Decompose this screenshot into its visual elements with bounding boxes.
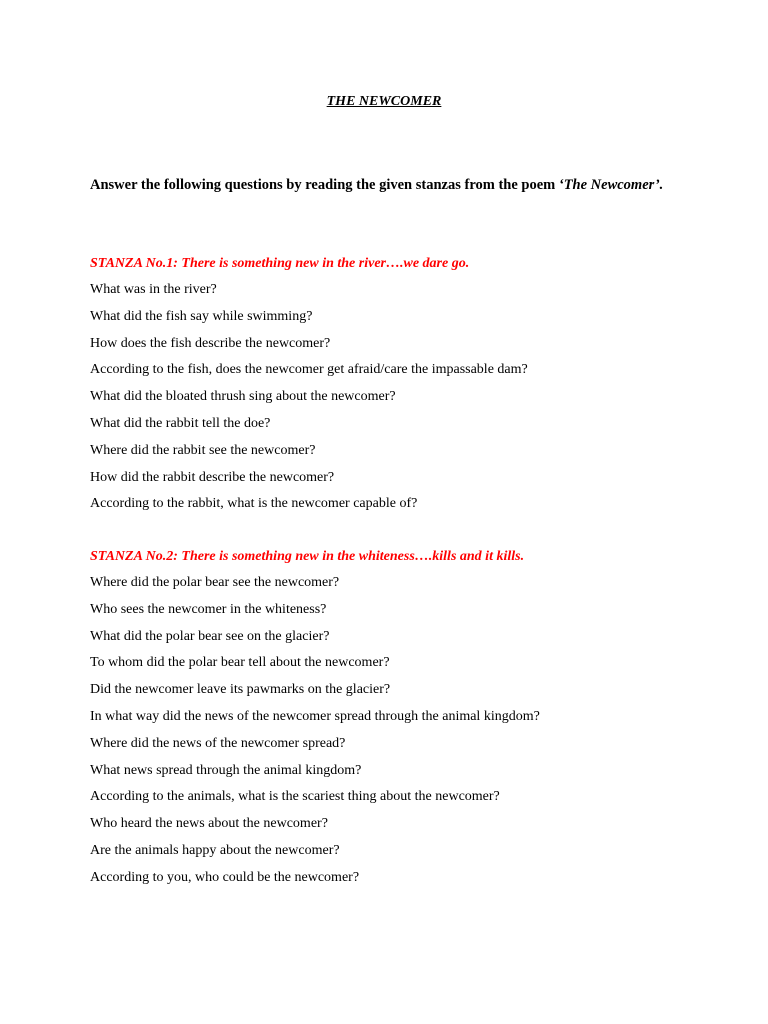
question-item: Who heard the news about the newcomer?: [90, 816, 328, 832]
stanza-heading: STANZA No.1: There is something new in the river….we dare go.: [90, 256, 470, 271]
question-item: What did the rabbit tell the doe?: [90, 415, 271, 431]
stanza-section-2: [90, 543, 690, 892]
question-item: According to the rabbit, what is the newcomer capable of?: [90, 496, 418, 512]
poem-title: ‘The Newcomer’.: [558, 177, 664, 193]
question-item: Where did the news of the newcomer spread?: [90, 735, 346, 751]
instructions-text: Answer the following questions by reading the given stanzas from the poem: [90, 177, 559, 193]
question-item: Did the newcomer leave its pawmarks on the glacier?: [90, 682, 391, 698]
stanza-section-1: [90, 250, 690, 518]
stanza-heading: STANZA No.2: There is something new in the whiteness….kills and it kills.: [90, 549, 525, 564]
question-item: What did the bloated thrush sing about the newcomer?: [90, 389, 396, 405]
question-item: What was in the river?: [90, 282, 217, 297]
question-item: How did the rabbit describe the newcomer?: [90, 469, 335, 485]
question-item: In what way did the news of the newcomer spread through the animal kingdom?: [90, 708, 540, 724]
question-item: According to you, who could be the newcomer?: [90, 869, 360, 885]
document-page: [90, 0, 678, 1024]
question-list: [90, 277, 690, 518]
question-item: According to the animals, what is the scariest thing about the newcomer?: [90, 789, 500, 805]
question-item: Where did the polar bear see the newcomer?: [90, 575, 340, 590]
question-item: What news spread through the animal kingdom?: [90, 762, 362, 778]
question-item: How does the fish describe the newcomer?: [90, 335, 331, 351]
question-item: What did the polar bear see on the glacier?: [90, 628, 330, 644]
question-item: To whom did the polar bear tell about the newcomer?: [90, 655, 390, 671]
question-list: [90, 570, 690, 892]
question-item: What did the fish say while swimming?: [90, 308, 313, 324]
question-item: Are the animals happy about the newcomer?: [90, 842, 340, 858]
question-item: Where did the rabbit see the newcomer?: [90, 442, 316, 458]
instructions: [90, 172, 678, 199]
page-title: THE NEWCOMER: [326, 94, 442, 109]
question-item: Who sees the newcomer in the whiteness?: [90, 601, 327, 617]
question-item: According to the fish, does the newcomer get afraid/care the impassable dam?: [90, 362, 528, 378]
